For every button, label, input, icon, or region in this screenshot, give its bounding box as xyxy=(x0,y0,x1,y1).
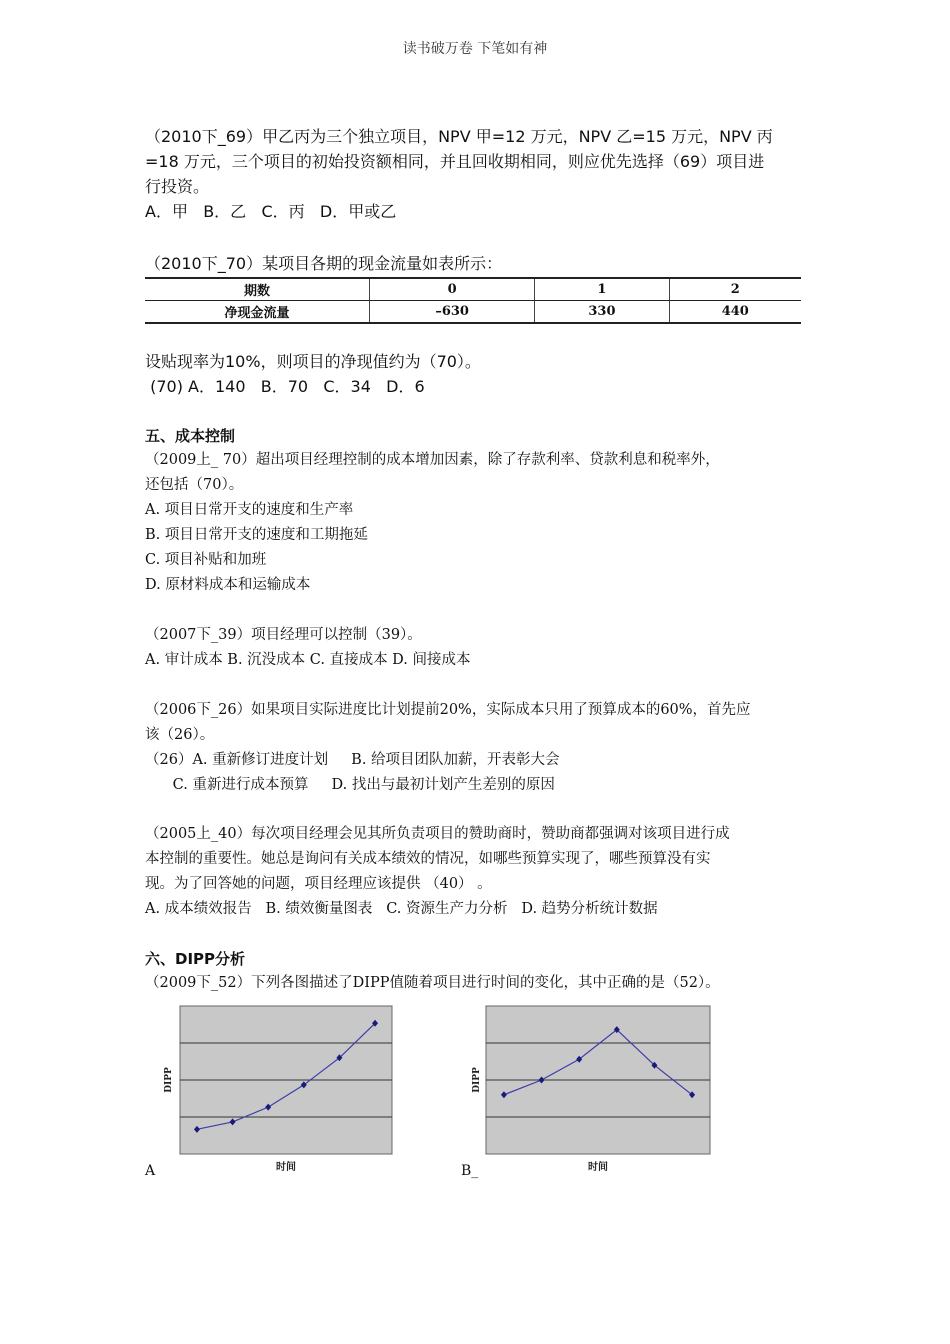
section5-question-1 xyxy=(145,448,810,598)
section5-question-2 xyxy=(145,623,810,673)
question-options: A. 成本绩效报告 B. 绩效衡量图表 C. 资源生产力分析 D. 趋势分析统计数据 xyxy=(145,901,658,917)
section-title: 五、成本控制 xyxy=(145,427,236,445)
chart-option-label-a: A xyxy=(145,1163,156,1179)
question-options: (70) A．140 B．70 C．34 D．6 xyxy=(145,377,425,396)
dipp-chart-b xyxy=(468,1000,718,1180)
table-cell: 440 xyxy=(669,301,801,324)
dipp-chart-a xyxy=(160,1000,400,1180)
table-cell: 净现金流量 xyxy=(145,301,370,324)
question-options: A. 审计成本 B. 沉没成本 C. 直接成本 D. 间接成本 xyxy=(145,652,471,668)
question-70-intro: （2010下_70）某项目各期的现金流量如表所示： xyxy=(145,254,503,273)
question-70 xyxy=(145,349,810,399)
question-text: 还包括（70）。 xyxy=(145,477,244,493)
question-text: （2006下_26）如果项目实际进度比计划提前20%，实际成本只用了预算成本的60%，首先应 xyxy=(145,702,751,718)
option-c: C. 项目补贴和加班 xyxy=(145,552,267,568)
question-options: A．甲 B．乙 C．丙 D．甲或乙 xyxy=(145,202,397,221)
question-text: （2007下_39）项目经理可以控制（39）。 xyxy=(145,627,422,643)
table-row xyxy=(145,301,801,324)
x-axis-label: 时间 xyxy=(588,1162,608,1173)
section5-question-4 xyxy=(145,822,810,922)
question-text: =18 万元，三个项目的初始投资额相同，并且回收期相同，则应优先选择（69）项目进 xyxy=(145,152,765,171)
question-text: 现。为了回答她的问题，项目经理应该提供 （40） 。 xyxy=(145,876,492,892)
option-d: D. 原材料成本和运输成本 xyxy=(145,577,311,593)
question-text: 行投资。 xyxy=(145,177,210,196)
section-title: 六、DIPP分析 xyxy=(145,950,246,968)
question-options: （26）A. 重新修订进度计划 B. 给项目团队加薪，开表彰大会 xyxy=(145,752,560,768)
page-header: 读书破万卷 下笔如有神 xyxy=(402,41,548,57)
table-header-cell: 期数 xyxy=(145,278,370,301)
x-axis-label: 时间 xyxy=(276,1162,296,1173)
question-text: （2005上_40）每次项目经理会见其所负责项目的赞助商时，赞助商都强调对该项目进行成 xyxy=(145,826,730,842)
question-text: （2010下_69）甲乙丙为三个独立项目，NPV 甲=12 万元，NPV 乙=15 万元，NPV 丙 xyxy=(145,127,773,146)
cash-flow-table xyxy=(145,277,801,324)
table-header-cell: 1 xyxy=(535,278,669,301)
question-text: （2009上_ 70）超出项目经理控制的成本增加因素，除了存款利率、贷款利息和税率外， xyxy=(145,452,720,468)
section5-question-3 xyxy=(145,698,810,798)
table-cell: 330 xyxy=(535,301,669,324)
option-a: A. 项目日常开支的速度和生产率 xyxy=(145,502,354,518)
question-options: C. 重新进行成本预算 D. 找出与最初计划产生差别的原因 xyxy=(145,777,555,793)
option-b: B. 项目日常开支的速度和工期拖延 xyxy=(145,527,368,543)
table-cell: –630 xyxy=(370,301,535,324)
question-text: 该（26）。 xyxy=(145,727,215,743)
chart-option-label-b: B_ xyxy=(461,1163,479,1179)
y-axis-label: DIPP xyxy=(164,1067,174,1093)
question-69 xyxy=(145,124,810,224)
y-axis-label: DIPP xyxy=(472,1067,482,1093)
question-text: 设贴现率为10%，则项目的净现值约为（70）。 xyxy=(145,352,481,371)
table-header-cell: 2 xyxy=(669,278,801,301)
table-header-cell: 0 xyxy=(370,278,535,301)
question-text: 本控制的重要性。她总是询问有关成本绩效的情况，如哪些预算实现了，哪些预算没有实 xyxy=(145,851,711,867)
table-row xyxy=(145,278,801,301)
section6-question-1: （2009下_52）下列各图描述了DIPP值随着项目进行时间的变化，其中正确的是（52）。 xyxy=(145,975,720,991)
